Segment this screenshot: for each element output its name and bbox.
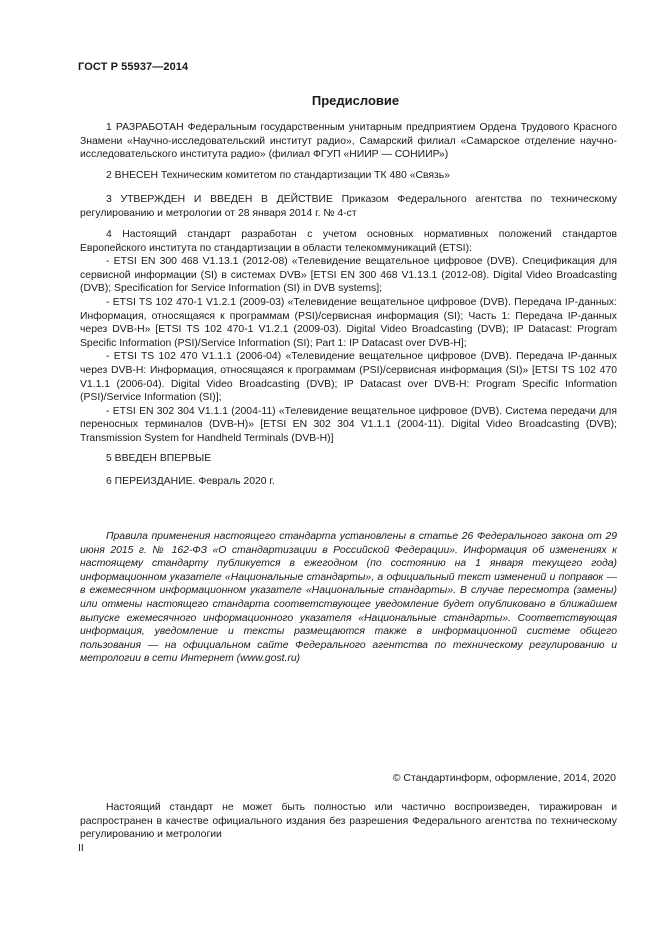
footer-note (80, 801, 617, 842)
item-3-text: 3 УТВЕРЖДЕН И ВВЕДЕН В ДЕЙСТВИЕ Приказом Федерального агентства по техническому регулированию и метрологии от 28 января 2014 г. № 4-ст (80, 194, 617, 219)
item-6-text: 6 ПЕРЕИЗДАНИЕ. Февраль 2020 г. (106, 476, 275, 487)
item-4-ref: - ETSI EN 300 468 V1.13.1 (2012-08) «Телевидение вещательное цифровое (DVB). Спецификация для сервисной информации (SI) в системах DVB» [ETSI EN 300 468 V1.13.1 (2012-08). Digital Video Broadcasting (DVB); Specification for Service Information (SI) in DVB systems]; (80, 256, 617, 295)
item-4-ref: - ETSI TS 102 470 V1.1.1 (2006-04) «Телевидение вещательное цифровое (DVB). Передача IP-данных через DVB-H: Информация, относящаяся к программам (PSI)/сервисная информация (SI)» [ETSI TS 102 470 V1.1.1 (2006-04). Digital Video Broadcasting (DVB); IP Datacast over DVB-H: Program Specific Information (PSI)/Service Information (SI)]; (80, 351, 617, 404)
notice-block (80, 530, 617, 666)
page-title (0, 93, 661, 108)
item-4 (80, 228, 617, 446)
item-5-text: 5 ВВЕДЕН ВПЕРВЫЕ (106, 453, 212, 464)
item-5 (80, 452, 617, 466)
copyright-line: © Стандартинформ, оформление, 2014, 2020 (392, 772, 616, 784)
item-4-intro: 4 Настоящий стандарт разработан с учетом основных нормативных положений стандартов Европейского института по стандартизации в области телекоммуникаций (ETSI): (80, 229, 617, 254)
item-4-ref: - ETSI TS 102 470-1 V1.2.1 (2009-03) «Телевидение вещательное цифровое (DVB). Передача IP-данных: Информация, относящаяся к программам (PSI)/сервисная информация (SI); Часть 1: Передача IP-данных через DVB-H» [ETSI TS 102 470-1 V1.2.1 (2009-03). Digital Video Broadcasting (DVB); IP Datacast: Program Specific Information (PSI)/Service Information (SI); Part 1: IP Datacast over DVB-H]; (80, 296, 617, 349)
document-header: ГОСТ Р 55937—2014 (78, 61, 189, 73)
page-number: II (78, 842, 84, 854)
title-text: Предисловие (311, 93, 400, 108)
item-3 (80, 193, 617, 220)
item-4-ref: - ETSI EN 302 304 V1.1.1 (2004-11) «Телевидение вещательное цифровое (DVB). Система передачи для переносных терминалов (DVB-H)» [ETSI EN 302 304 V1.1.1 (2004-11). Digital Video Broadcasting (DVB); Transmission System for Handheld Terminals (DVB-H)] (80, 405, 617, 444)
item-2-text: 2 ВНЕСЕН Техническим комитетом по стандартизации ТК 480 «Связь» (106, 170, 450, 181)
item-1-text: 1 РАЗРАБОТАН Федеральным государственным унитарным предприятием Ордена Трудового Красного Знамени «Научно-исследовательский институт радио», Самарский филиал «Самарское отделение научно-исследовательского института радио» (филиал ФГУП «НИИР — СОНИИР») (80, 122, 617, 161)
item-6 (80, 475, 617, 489)
notice-text: Правила применения настоящего стандарта установлены в статье 26 Федерального закона от 29 июня 2015 г. № 162-ФЗ «О стандартизации в Российской Федерации». Информация об изменениях к настоящему стандарту публикуется в ежегодном (по состоянию на 1 января текущего года) информационном указателе «Национальные стандарты», а официальный текст изменений и поправок — в ежемесячном информационном указателе «Национальные стандарты». В случае пересмотра (замены) или отмены настоящего стандарта соответствующее уведомление будет опубликовано в ближайшем выпуске ежемесячного информационного указателя «Национальные стандарты». Соответствующая информация, уведомление и тексты размещаются также в информационной системе общего пользования — на официальном сайте Федерального агентства по техническому регулированию и метрологии в сети Интернет (www.gost.ru) (80, 531, 617, 665)
footer-note-text: Настоящий стандарт не может быть полностью или частично воспроизведен, тиражирован и распространен в качестве официального издания без разрешения Федерального агентства по техническому регулированию и метрологии (80, 802, 617, 841)
item-2 (80, 169, 617, 183)
item-1 (80, 121, 617, 162)
